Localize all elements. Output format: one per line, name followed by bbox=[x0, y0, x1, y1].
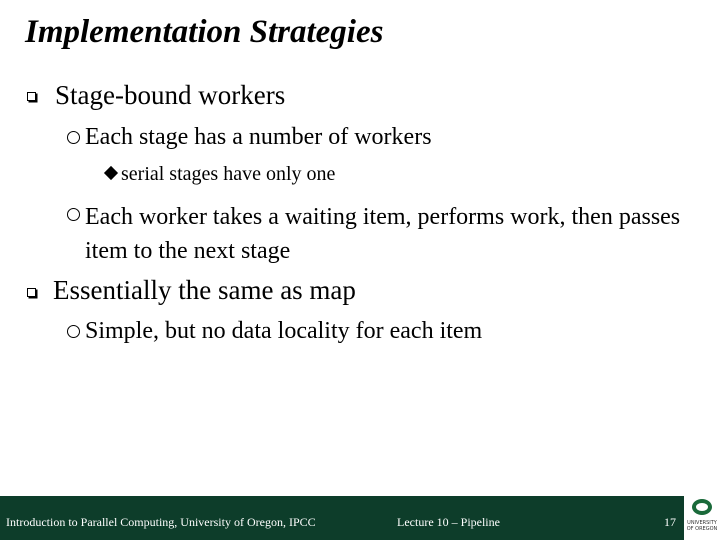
circle-bullet-icon bbox=[67, 325, 80, 338]
square-bullet-icon bbox=[27, 288, 36, 297]
logo-text: UNIVERSITY OF OREGON bbox=[686, 520, 718, 532]
bullet-essentially-map: Essentially the same as map bbox=[53, 275, 356, 305]
circle-bullet-icon bbox=[67, 208, 80, 221]
bullet-stage-bound-workers: Stage-bound workers bbox=[55, 80, 286, 110]
footer-course: Introduction to Parallel Computing, University of Oregon, IPCC bbox=[6, 515, 316, 529]
o-logo-icon bbox=[692, 499, 712, 515]
sub-bullet-each-worker: Each worker takes a waiting item, performs work, then passes item to the next stage bbox=[85, 204, 681, 264]
sub-bullet-each-stage: Each stage has a number of workers bbox=[85, 124, 432, 150]
sub-sub-bullet-serial: serial stages have only one bbox=[121, 163, 336, 185]
square-bullet-icon bbox=[27, 92, 36, 101]
footer-lecture: Lecture 10 – Pipeline bbox=[397, 515, 500, 529]
circle-bullet-icon bbox=[67, 131, 80, 144]
diamond-bullet-icon bbox=[104, 166, 118, 180]
footer-bar bbox=[0, 496, 684, 540]
slide-title: Implementation Strategies bbox=[25, 14, 384, 50]
university-logo bbox=[684, 496, 720, 540]
sub-bullet-simple: Simple, but no data locality for each item bbox=[85, 318, 483, 344]
page-number: 17 bbox=[664, 515, 676, 529]
